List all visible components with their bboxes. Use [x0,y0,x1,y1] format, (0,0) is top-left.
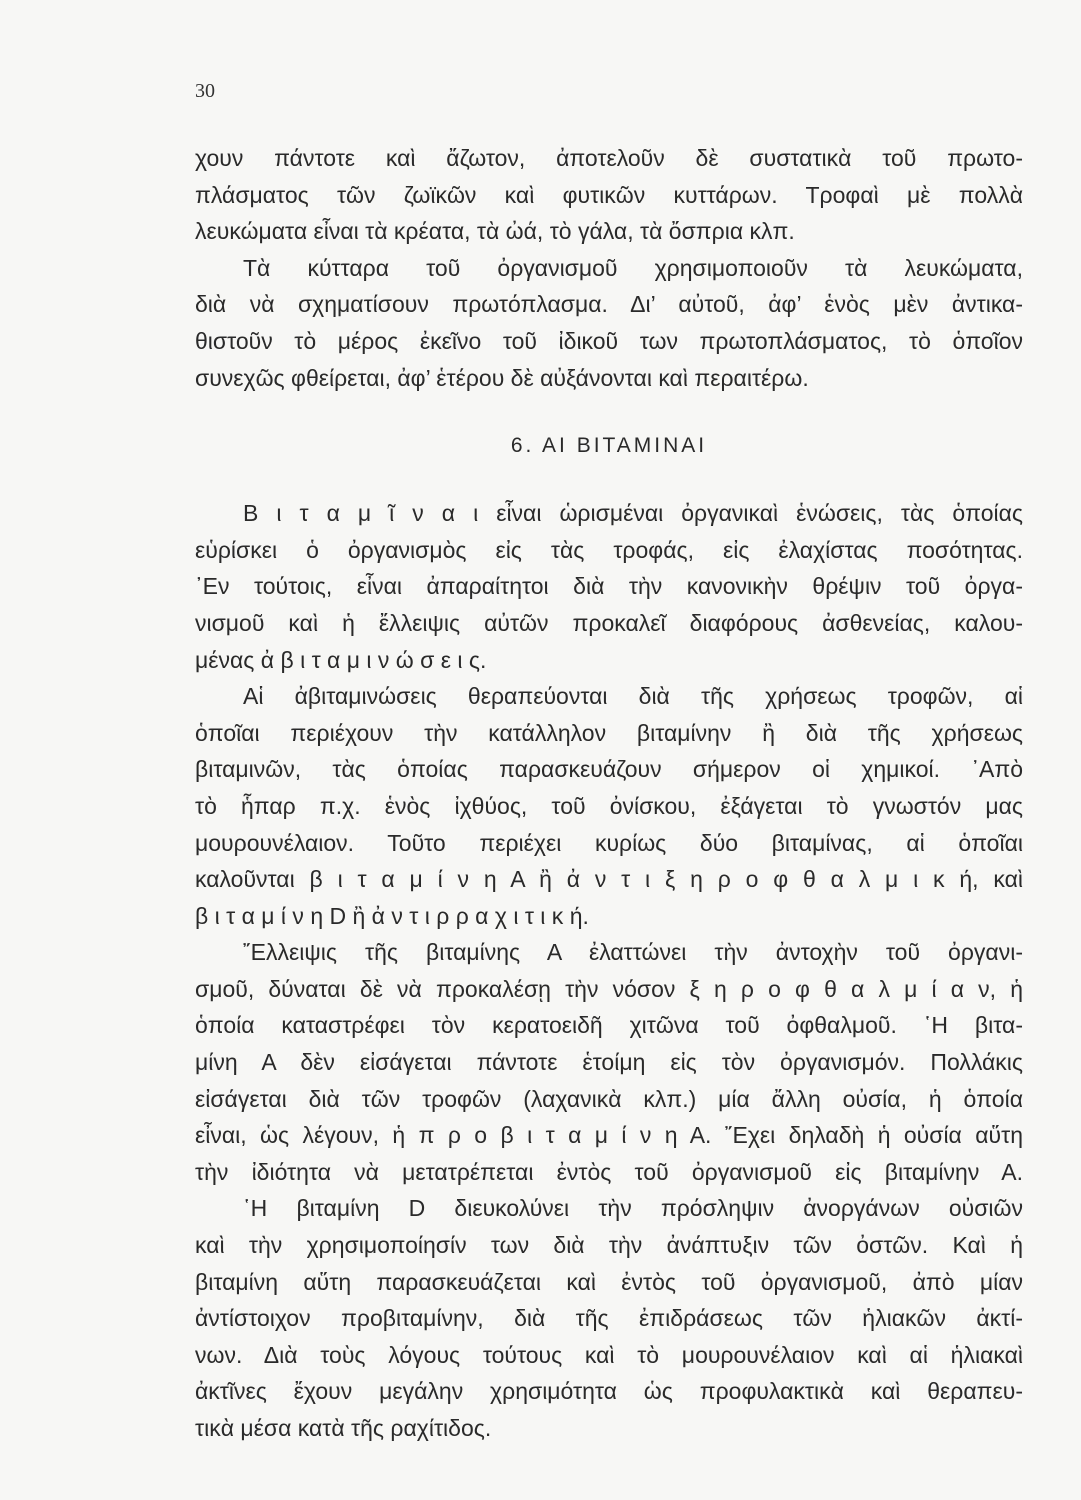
text-line: χουν πάντοτε καὶ ἄζωτον, ἀποτελοῦν δὲ συστατικὰ τοῦ πρωτο- [195,145,1023,171]
section-heading: 6. ΑΙ ΒΙΤΑΜΙΝΑΙ [510,434,708,458]
text-line: ἀντίστοιχον προβιταμίνην, διὰ τῆς ἐπιδράσεως τῶν ἡλιακῶν ἀκτί- [195,1305,1023,1332]
text-line: συνεχῶς φθείρεται, ἀφ’ ἑτέρου δὲ αὐξάνονται καὶ περαιτέρω. [195,364,809,391]
text-line: ὁποῖαι περιέχουν τὴν κατάλληλον βιταμίνην ἢ διὰ τῆς χρήσεως [195,719,1023,746]
text-line: ὁποία καταστρέφει τὸν κερατοειδῆ χιτῶνα τοῦ ὀφθαλμοῦ. ῾Η βιτα- [195,1012,1023,1039]
text-line: διὰ νὰ σχηματίσουν πρωτόπλασμα. Δι’ αὐτοῦ, ἀφ’ ἑνὸς μὲν ἀντικα- [195,291,1023,318]
text-line: μουρουνέλαιον. Τοῦτο περιέχει κυρίως δύο βιταμίνας, αἱ ὁποῖαι [195,829,1023,856]
text-line: λευκώματα εἶναι τὰ κρέατα, τὰ ὠά, τὸ γάλα, τὰ ὄσπρια κλπ. [195,218,795,245]
text-line: τικὰ μέσα κατὰ τῆς ραχίτιδος. [195,1415,492,1441]
text-line: τὸ ἧπαρ π.χ. ἑνὸς ἰχθύος, τοῦ ὀνίσκου, ἐξάγεται τὸ γνωστόν μας [195,792,1023,819]
text-line: σμοῦ, δύναται δὲ νὰ προκαλέσῃ τὴν νόσον ξ η ρ ο φ θ α λ μ ί α ν, ἡ [195,975,1023,1002]
text-line: τὴν ἰδιότητα νὰ μετατρέπεται ἐντὸς τοῦ ὀργανισμοῦ εἰς βιταμίνην Α. [195,1158,1023,1185]
body-text [195,140,1023,1447]
text-line: ἀκτῖνες ἔχουν μεγάλην χρησιμότητα ὡς προφυλακτικὰ καὶ θεραπευ- [195,1378,1023,1405]
paragraph-6 [195,1190,1023,1446]
text-line: Αἱ ἀβιταμινώσεις θεραπεύονται διὰ τῆς χρήσεως τροφῶν, αἱ [243,683,1023,710]
text-line: ᾿Εν τούτοις, εἶναι ἀπαραίτητοι διὰ τὴν κανονικὴν θρέψιν τοῦ ὀργα- [195,573,1023,600]
text-line: εἰσάγεται διὰ τῶν τροφῶν (λαχανικὰ κλπ.) μία ἄλλη οὐσία, ἡ ὁποία [195,1085,1023,1112]
text-line: καλοῦνται β ι τ α μ ί ν η Α ἢ ἀ ν τ ι ξ η ρ ο φ θ α λ μ ι κ ή, καὶ [195,866,1023,893]
text-line: πλάσματος τῶν ζωϊκῶν καὶ φυτικῶν κυττάρων. Τροφαὶ μὲ πολλὰ [195,181,1023,208]
text-line: ῾Η βιταμίνη D διευκολύνει τὴν πρόσληψιν ἀνοργάνων οὐσιῶν [243,1195,1023,1222]
text-line: μένας ἀ β ι τ α μ ι ν ώ σ ε ι ς. [195,646,487,673]
text-line: καὶ τὴν χρησιμοποίησίν των διὰ τὴν ἀνάπτυξιν τῶν ὀστῶν. Καὶ ἡ [195,1232,1023,1259]
page-number: 30 [195,80,215,102]
paragraph-3 [195,495,1023,678]
text-line: Β ι τ α μ ῖ ν α ι εἶναι ὡρισμέναι ὀργανικαὶ ἑνώσεις, τὰς ὁποίας [243,500,1023,527]
text-line: βιταμίνη αὕτη παρασκευάζεται καὶ ἐντὸς τοῦ ὀργανισμοῦ, ἀπὸ μίαν [195,1268,1023,1295]
text-line: ῎Ελλειψις τῆς βιταμίνης Α ἐλαττώνει τὴν ἀντοχὴν τοῦ ὀργανι- [243,939,1023,966]
text-line: εἶναι, ὡς λέγουν, ἡ π ρ ο β ι τ α μ ί ν η Α. ῎Εχει δηλαδὴ ἡ οὐσία αὕτη [195,1122,1023,1149]
text-line: β ι τ α μ ί ν η D ἢ ἀ ν τ ι ρ ρ α χ ι τ ι κ ή. [195,902,589,929]
text-line: θιστοῦν τὸ μέρος ἐκεῖνο τοῦ ἰδικοῦ των πρωτοπλάσματος, τὸ ὁποῖον [195,327,1023,354]
paragraph-4 [195,678,1023,934]
paragraph-5 [195,934,1023,1190]
text-line: νισμοῦ καὶ ἡ ἔλλειψις αὐτῶν προκαλεῖ διαφόρους ἀσθενείας, καλου- [195,609,1023,636]
paragraph-1 [195,140,1023,250]
text-line: Τὰ κύτταρα τοῦ ὀργανισμοῦ χρησιμοποιοῦν τὰ λευκώματα, [243,254,1023,281]
paragraph-2 [195,250,1023,396]
text-line: μίνη Α δὲν εἰσάγεται πάντοτε ἑτοίμη εἰς τὸν ὀργανισμόν. Πολλάκις [195,1049,1023,1076]
text-line: βιταμινῶν, τὰς ὁποίας παρασκευάζουν σήμερον οἱ χημικοί. ᾿Απὸ [195,756,1023,783]
text-line: νων. Διὰ τοὺς λόγους τούτους καὶ τὸ μουρουνέλαιον καὶ αἱ ἡλιακαὶ [195,1341,1023,1368]
text-line: εὑρίσκει ὁ ὀργανισμὸς εἰς τὰς τροφάς, εἰς ἐλαχίστας ποσότητας. [195,536,1023,563]
